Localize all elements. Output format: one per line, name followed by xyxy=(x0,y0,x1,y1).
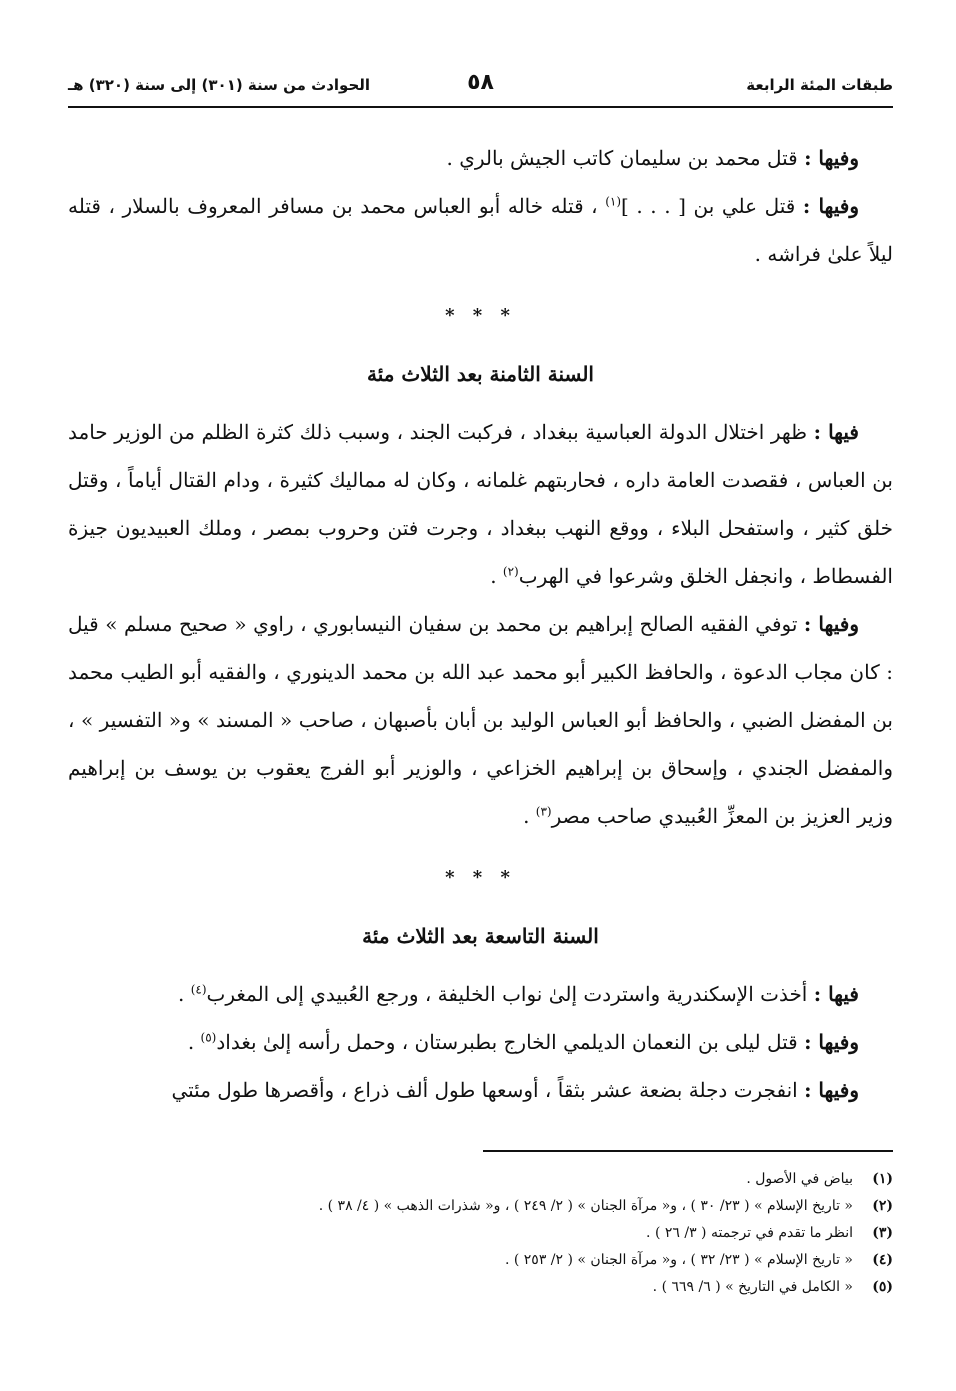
section-heading: السنة التاسعة بعد الثلاث مئة xyxy=(362,924,599,948)
footnote-text: « تاريخ الإسلام » ( ٢٣/ ٣٢ ) ، و« مرآة الجنان » ( ٢/ ٢٥٣ ) . xyxy=(504,1252,853,1268)
paragraph-lead: وفيها : xyxy=(802,194,860,218)
footnote-ref[interactable]: (٤) xyxy=(190,982,207,997)
paragraph-lead: وفيها : xyxy=(804,1078,859,1102)
footnote-number: (٤) xyxy=(872,1252,893,1268)
footnotes xyxy=(68,1166,893,1301)
footnote-ref[interactable]: (٢) xyxy=(502,564,519,579)
footnote-text: « تاريخ الإسلام » ( ٢٣/ ٣٠ ) ، و« مرآة الجنان » ( ٢/ ٢٤٩ ) ، و« شذرات الذهب » ( ٤/ ٣٨ ) . xyxy=(318,1198,853,1214)
running-header xyxy=(68,70,893,108)
paragraph-text: . xyxy=(187,1030,201,1054)
footnote-item xyxy=(68,1193,893,1220)
paragraph-text: توفي الفقيه الصالح إبراهيم بن محمد بن سفيان النيسابوري ، راوي « صحيح مسلم » قيل : كان مجاب الدعوة ، والحافظ الكبير أبو محمد عبد الله بن محمد الدينوري ، والفقيه أبو الطيب محمد بن المفضل الضبي ، والحافظ أبو العباس الوليد بن أبان بأصبهان ، صاحب « المسند » و« التفسير » ، والمفضل الجندي ، وإسحاق بن إبراهيم الخزاعي ، والوزير أبو الفرج يعقوب بن يوسف بن إبراهيم وزير العزيز بن المعزِّ العُبيدي صاحب مصر xyxy=(68,612,893,828)
paragraph-6 xyxy=(68,1018,893,1066)
paragraph-lead: فيها : xyxy=(813,420,859,444)
paragraph-7 xyxy=(68,1066,893,1114)
book-title: طبقات المئة الرابعة xyxy=(746,76,893,94)
footnote-number: (٥) xyxy=(872,1279,893,1295)
section-range: الحوادث من سنة (٣٠١) إلى سنة (٣٢٠) هـ xyxy=(68,76,371,94)
paragraph-text: قتل علي بن [ . . . ] xyxy=(621,194,803,218)
paragraph-lead: وفيها : xyxy=(804,1030,859,1054)
paragraph-text: . xyxy=(523,804,536,828)
footnote-text: انظر ما تقدم في ترجمته ( ٣/ ٢٦ ) . xyxy=(646,1225,853,1241)
page-number: ٥٨ xyxy=(467,70,494,95)
paragraph-text: أخذت الإسكندرية واستردت إلىٰ نواب الخليفة ، ورجع العُبيدي إلى المغرب xyxy=(206,982,814,1006)
footnote-number: (٣) xyxy=(872,1225,893,1241)
footnote-ref[interactable]: (٣) xyxy=(535,804,552,819)
paragraph-text: . xyxy=(177,982,191,1006)
paragraph-1 xyxy=(68,134,893,182)
footnote-divider xyxy=(483,1150,893,1152)
section-separator: * * * xyxy=(445,867,516,888)
footnote-item xyxy=(68,1274,893,1301)
footnote-item xyxy=(68,1166,893,1193)
footnote-number: (٢) xyxy=(872,1198,893,1214)
footnote-item xyxy=(68,1247,893,1274)
footnote-ref[interactable]: (٥) xyxy=(200,1030,217,1045)
paragraph-text: انفجرت دجلة بضعة عشر بثقاً ، أوسعها طول ألف ذراع ، وأقصرها طول مئتي xyxy=(171,1078,805,1102)
paragraph-3 xyxy=(68,408,893,600)
paragraph-lead: وفيها : xyxy=(803,612,859,636)
paragraph-text: . xyxy=(490,564,503,588)
paragraph-4 xyxy=(68,600,893,840)
paragraph-2 xyxy=(68,182,893,278)
footnote-text: بياض في الأصول . xyxy=(746,1171,853,1187)
paragraph-text: ، قتله خاله أبو العباس محمد بن مسافر المعروف بالسلار ، قتله ليلاً علىٰ فراشه . xyxy=(68,194,893,266)
footnote-number: (١) xyxy=(872,1171,893,1187)
paragraph-text: قتل محمد بن سليمان كاتب الجيش بالري . xyxy=(446,146,805,170)
paragraph-text: ظهر اختلال الدولة العباسية ببغداد ، فركبت الجند ، وسبب ذلك كثرة الظلم من الوزير حامد بن العباس ، فقصدت العامة داره ، فحاربتهم غلمانه ، وكان له مماليك كثيرة ، ودام القتال أياماً ، وقتل خلق كثير ، واستفحل البلاء ، ووقع النهب ببغداد ، وجرت فتن وحروب بمصر ، وملك العبيديون جيزة الفسطاط ، وانجفل الخلق وشرعوا في الهرب xyxy=(68,420,893,588)
section-heading: السنة الثامنة بعد الثلاث مئة xyxy=(367,362,594,386)
book-page xyxy=(68,70,893,1301)
paragraph-lead: وفيها : xyxy=(804,146,859,170)
main-text xyxy=(68,134,893,1114)
paragraph-lead: فيها : xyxy=(813,982,859,1006)
footnote-ref[interactable]: (١) xyxy=(605,194,622,209)
section-separator: * * * xyxy=(445,305,516,326)
footnote-text: « الكامل في التاريخ » ( ٦/ ٦٦٩ ) . xyxy=(652,1279,853,1295)
footnote-item xyxy=(68,1220,893,1247)
paragraph-5 xyxy=(68,970,893,1018)
paragraph-text: قتل ليلى بن النعمان الديلمي الخارج بطبرستان ، وحمل رأسه إلىٰ بغداد xyxy=(216,1030,805,1054)
